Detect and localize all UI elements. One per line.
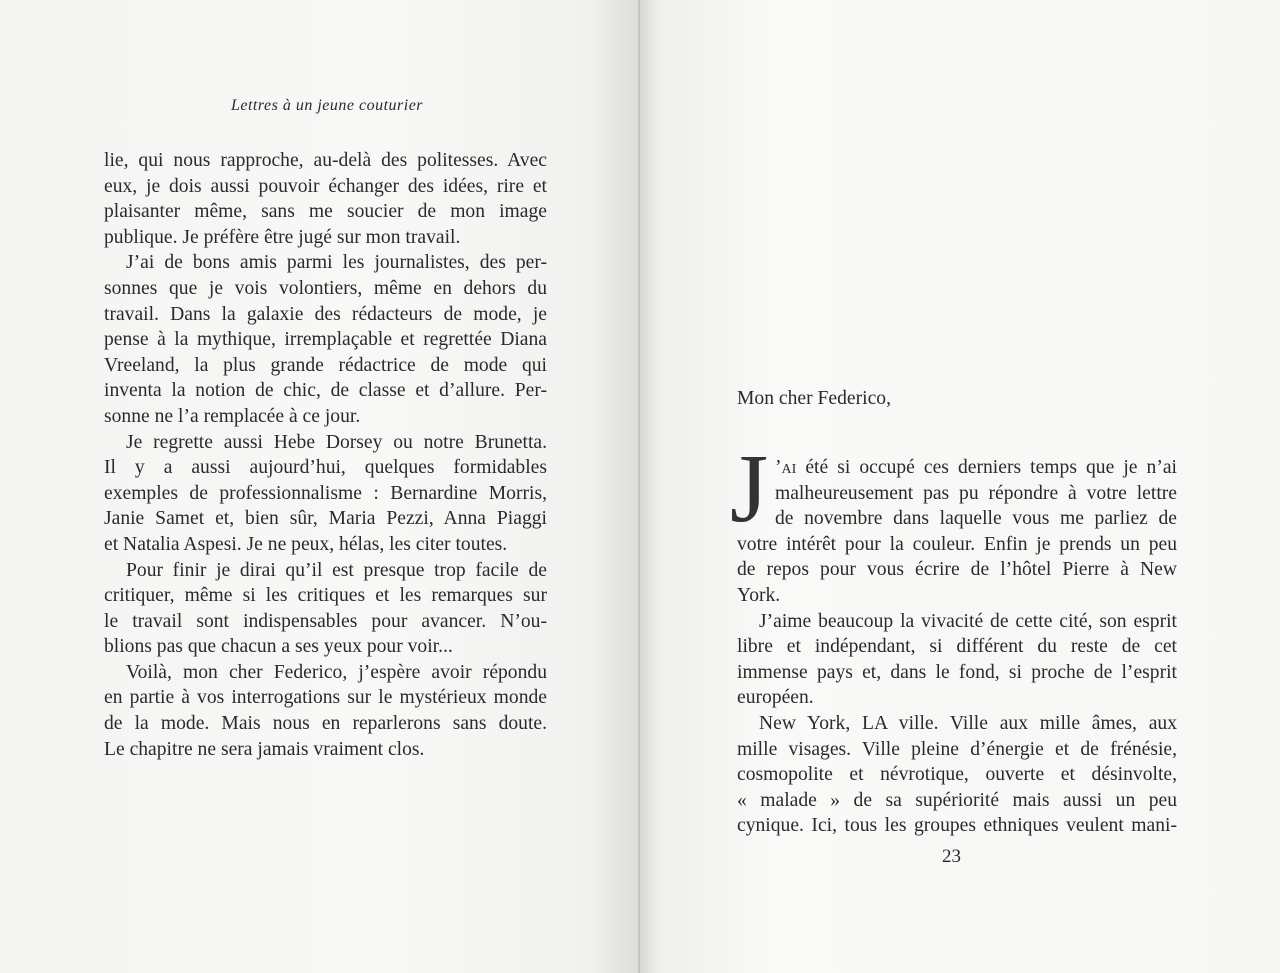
text-line: sonne ne l’a remplacée à ce jour.: [104, 405, 361, 427]
text-line: européen.: [737, 687, 814, 709]
text-line: mille visages. Ville pleine d’énergie et de frénésie,: [737, 738, 1177, 760]
line-text: été si occupé ces derniers temps que je n’ai: [796, 457, 1177, 478]
text-line: cynique. Ici, tous les groupes ethniques veulent mani-: [737, 815, 1177, 837]
text-line: Pour finir je dirai qu’il est presque trop facile de: [126, 559, 547, 581]
text-line: libre et indépendant, si différent du reste de cet: [737, 636, 1177, 658]
text-line: exemples de professionnalisme : Bernardine Morris,: [104, 482, 547, 504]
text-line: cosmopolite et névrotique, ouverte et désinvolte,: [737, 764, 1177, 786]
running-head: Lettres à un jeune couturier: [230, 97, 424, 114]
text-line: Vreeland, la plus grande rédactrice de mode qui: [104, 354, 547, 376]
text-line: critiquer, même si les critiques et les remarques sur: [104, 585, 547, 607]
text-line: lie, qui nous rapproche, au-delà des politesses. Avec: [104, 150, 547, 171]
text-line: pense à la mythique, irremplaçable et regrettée Diana: [104, 329, 547, 351]
text-line: Je regrette aussi Hebe Dorsey ou notre Brunetta.: [126, 431, 547, 453]
text-line: Il y a aussi aujourd’hui, quelques formidables: [104, 457, 547, 479]
text-line: York.: [737, 584, 781, 606]
text-line: inventa la notion de chic, de classe et d’allure. Per-: [104, 380, 547, 402]
text-line: Voilà, mon cher Federico, j’espère avoir répondu: [126, 661, 547, 683]
text-line: votre intérêt pour la couleur. Enfin je prends un peu: [737, 533, 1177, 555]
text-line: blions pas que chacun a ses yeux pour voir...: [104, 636, 453, 658]
text-line: eux, je dois aussi pouvoir échanger des idées, rire et: [104, 175, 547, 197]
drop-cap: J: [730, 435, 769, 543]
salutation: Mon cher Federico,: [737, 388, 891, 409]
text-line: Janie Samet et, bien sûr, Maria Pezzi, Anna Piaggi: [104, 508, 547, 530]
right-page: [640, 0, 1280, 973]
page-number: 23: [942, 846, 961, 867]
text-line: New York, LA ville. Ville aux mille âmes, aux: [759, 712, 1177, 734]
text-line: travail. Dans la galaxie des rédacteurs de mode, je: [104, 303, 547, 325]
text-line: « malade » de sa supériorité mais aussi un peu: [737, 789, 1177, 811]
text-line: sonnes que je vois volontiers, même en dehors du: [104, 277, 547, 299]
drop-cap-lead: ’ai: [775, 457, 797, 478]
left-page-body: [104, 148, 547, 762]
text-line: le travail sont indispensables pour avancer. N’ou-: [104, 610, 547, 632]
text-line: de repos pour vous écrire de l’hôtel Pierre à New: [737, 559, 1177, 581]
text-line: immense pays et, dans le fond, si proche de l’esprit: [737, 661, 1177, 683]
text-line: plaisanter même, sans me soucier de mon image: [104, 201, 547, 223]
text-line: Le chapitre ne sera jamais vraiment clos.: [104, 738, 425, 760]
text-line: J’ai de bons amis parmi les journalistes, des per-: [126, 252, 547, 274]
text-line: de la mode. Mais nous en reparlerons sans doute.: [104, 713, 547, 735]
text-line: malheureusement pas pu répondre à votre lettre: [775, 482, 1177, 504]
text-line: publique. Je préfère être jugé sur mon travail.: [104, 226, 461, 248]
text-line: de novembre dans laquelle vous me parliez de: [775, 508, 1177, 530]
text-line: en partie à vos interrogations sur le mystérieux monde: [104, 687, 547, 709]
text-line: [737, 455, 1177, 481]
right-page-body: [737, 455, 1177, 839]
text-line: et Natalia Aspesi. Je ne peux, hélas, les citer toutes.: [104, 533, 508, 555]
text-line: J’aime beaucoup la vivacité de cette cité, son esprit: [759, 610, 1177, 632]
